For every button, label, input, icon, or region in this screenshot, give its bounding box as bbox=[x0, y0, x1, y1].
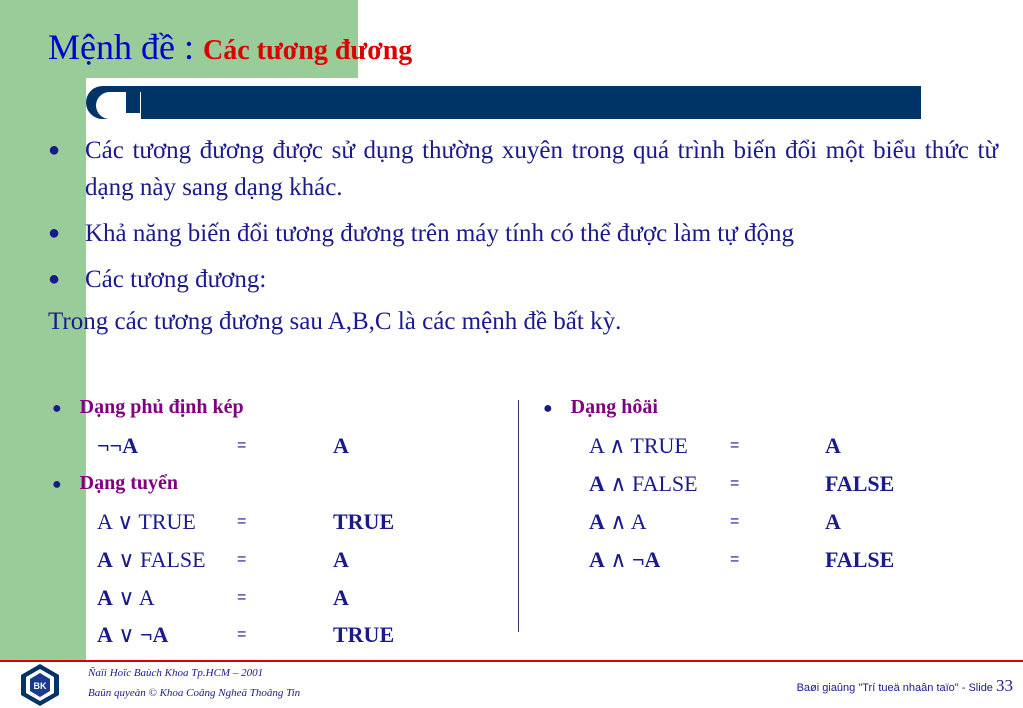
row-rhs: A bbox=[825, 509, 841, 534]
row-lhs: A ∧ ¬A bbox=[589, 547, 661, 572]
row-rhs: TRUE bbox=[333, 509, 395, 534]
section-heading: Dạng phủ định kép bbox=[79, 396, 244, 418]
footer-institution: Ñaïi Hoïc Baùch Khoa Tp.HCM – 2001 bbox=[88, 667, 264, 679]
logo-text: BK bbox=[33, 681, 47, 691]
equals-sign: = bbox=[730, 551, 740, 568]
row-lhs: ¬¬A bbox=[97, 433, 138, 458]
equals-sign: = bbox=[237, 626, 247, 643]
bullet-item-2 bbox=[48, 215, 998, 252]
row-rhs: A bbox=[333, 547, 349, 572]
row-rhs: A bbox=[333, 433, 349, 458]
row-lhs: A ∨ FALSE bbox=[97, 547, 206, 572]
bullet-dot: ● bbox=[48, 268, 61, 290]
row-rhs: A bbox=[825, 433, 841, 458]
equals-sign: = bbox=[730, 475, 740, 492]
row-lhs: A ∨ ¬A bbox=[97, 622, 169, 647]
section-conjunction bbox=[543, 396, 658, 419]
slide-number: 33 bbox=[996, 676, 1013, 695]
row-lhs: A ∨ TRUE bbox=[97, 509, 196, 534]
bullet-text: Các tương đương: bbox=[85, 266, 267, 293]
bullet-dot: ● bbox=[48, 222, 61, 244]
section-disjunction bbox=[52, 472, 178, 495]
footer-slide-info bbox=[797, 676, 1013, 696]
equals-sign: = bbox=[730, 437, 740, 454]
row-rhs: TRUE bbox=[333, 622, 395, 647]
row-lhs: A ∧ TRUE bbox=[589, 433, 688, 458]
footer-copyright: Baûn quyeàn © Khoa Coâng Ngheä Thoâng Tin bbox=[88, 687, 301, 699]
section-heading: Dạng tuyển bbox=[79, 472, 179, 494]
equals-sign: = bbox=[237, 551, 247, 568]
bullet-item-3 bbox=[48, 261, 998, 298]
row-rhs: FALSE bbox=[825, 471, 895, 496]
title-band bbox=[86, 86, 921, 119]
title-sub: Các tương đương bbox=[202, 35, 413, 66]
bullet-item-1 bbox=[48, 132, 998, 206]
equals-sign: = bbox=[237, 589, 247, 606]
equals-sign: = bbox=[237, 513, 247, 530]
bullet-dot: ● bbox=[48, 139, 61, 161]
title-band-notch bbox=[126, 92, 140, 113]
row-lhs: A ∧ A bbox=[589, 509, 647, 534]
row-rhs: A bbox=[333, 585, 349, 610]
intro-text: Trong các tương đương sau A,B,C là các mệnh đề bất kỳ. bbox=[48, 308, 622, 335]
section-heading: Dạng hôäi bbox=[570, 396, 658, 418]
bullet-dot: ● bbox=[543, 400, 553, 417]
university-logo-icon bbox=[18, 663, 62, 707]
title-main: Mệnh đề : bbox=[48, 27, 203, 67]
equals-sign: = bbox=[730, 513, 740, 530]
bullet-dot: ● bbox=[52, 476, 62, 493]
bullet-dot: ● bbox=[52, 400, 62, 417]
equals-sign: = bbox=[237, 437, 247, 454]
column-divider bbox=[518, 400, 519, 632]
row-lhs: A ∧ FALSE bbox=[589, 471, 698, 496]
footer-divider bbox=[0, 660, 1023, 662]
bullet-text: Khả năng biến đổi tương đương trên máy tính có thể được làm tự động bbox=[85, 220, 795, 247]
bullet-text: Các tương đương được sử dụng thường xuyên trong quá trình biến đổi một biểu thức từ dạng này sang dạng khác. bbox=[85, 137, 998, 201]
section-double-negation bbox=[52, 396, 244, 419]
slide-title bbox=[48, 26, 412, 68]
row-lhs: A ∨ A bbox=[97, 585, 155, 610]
row-rhs: FALSE bbox=[825, 547, 895, 572]
footer-lecture-title: Baøi giaûng "Trí tueä nhaân taïo" - Slide bbox=[796, 682, 996, 694]
